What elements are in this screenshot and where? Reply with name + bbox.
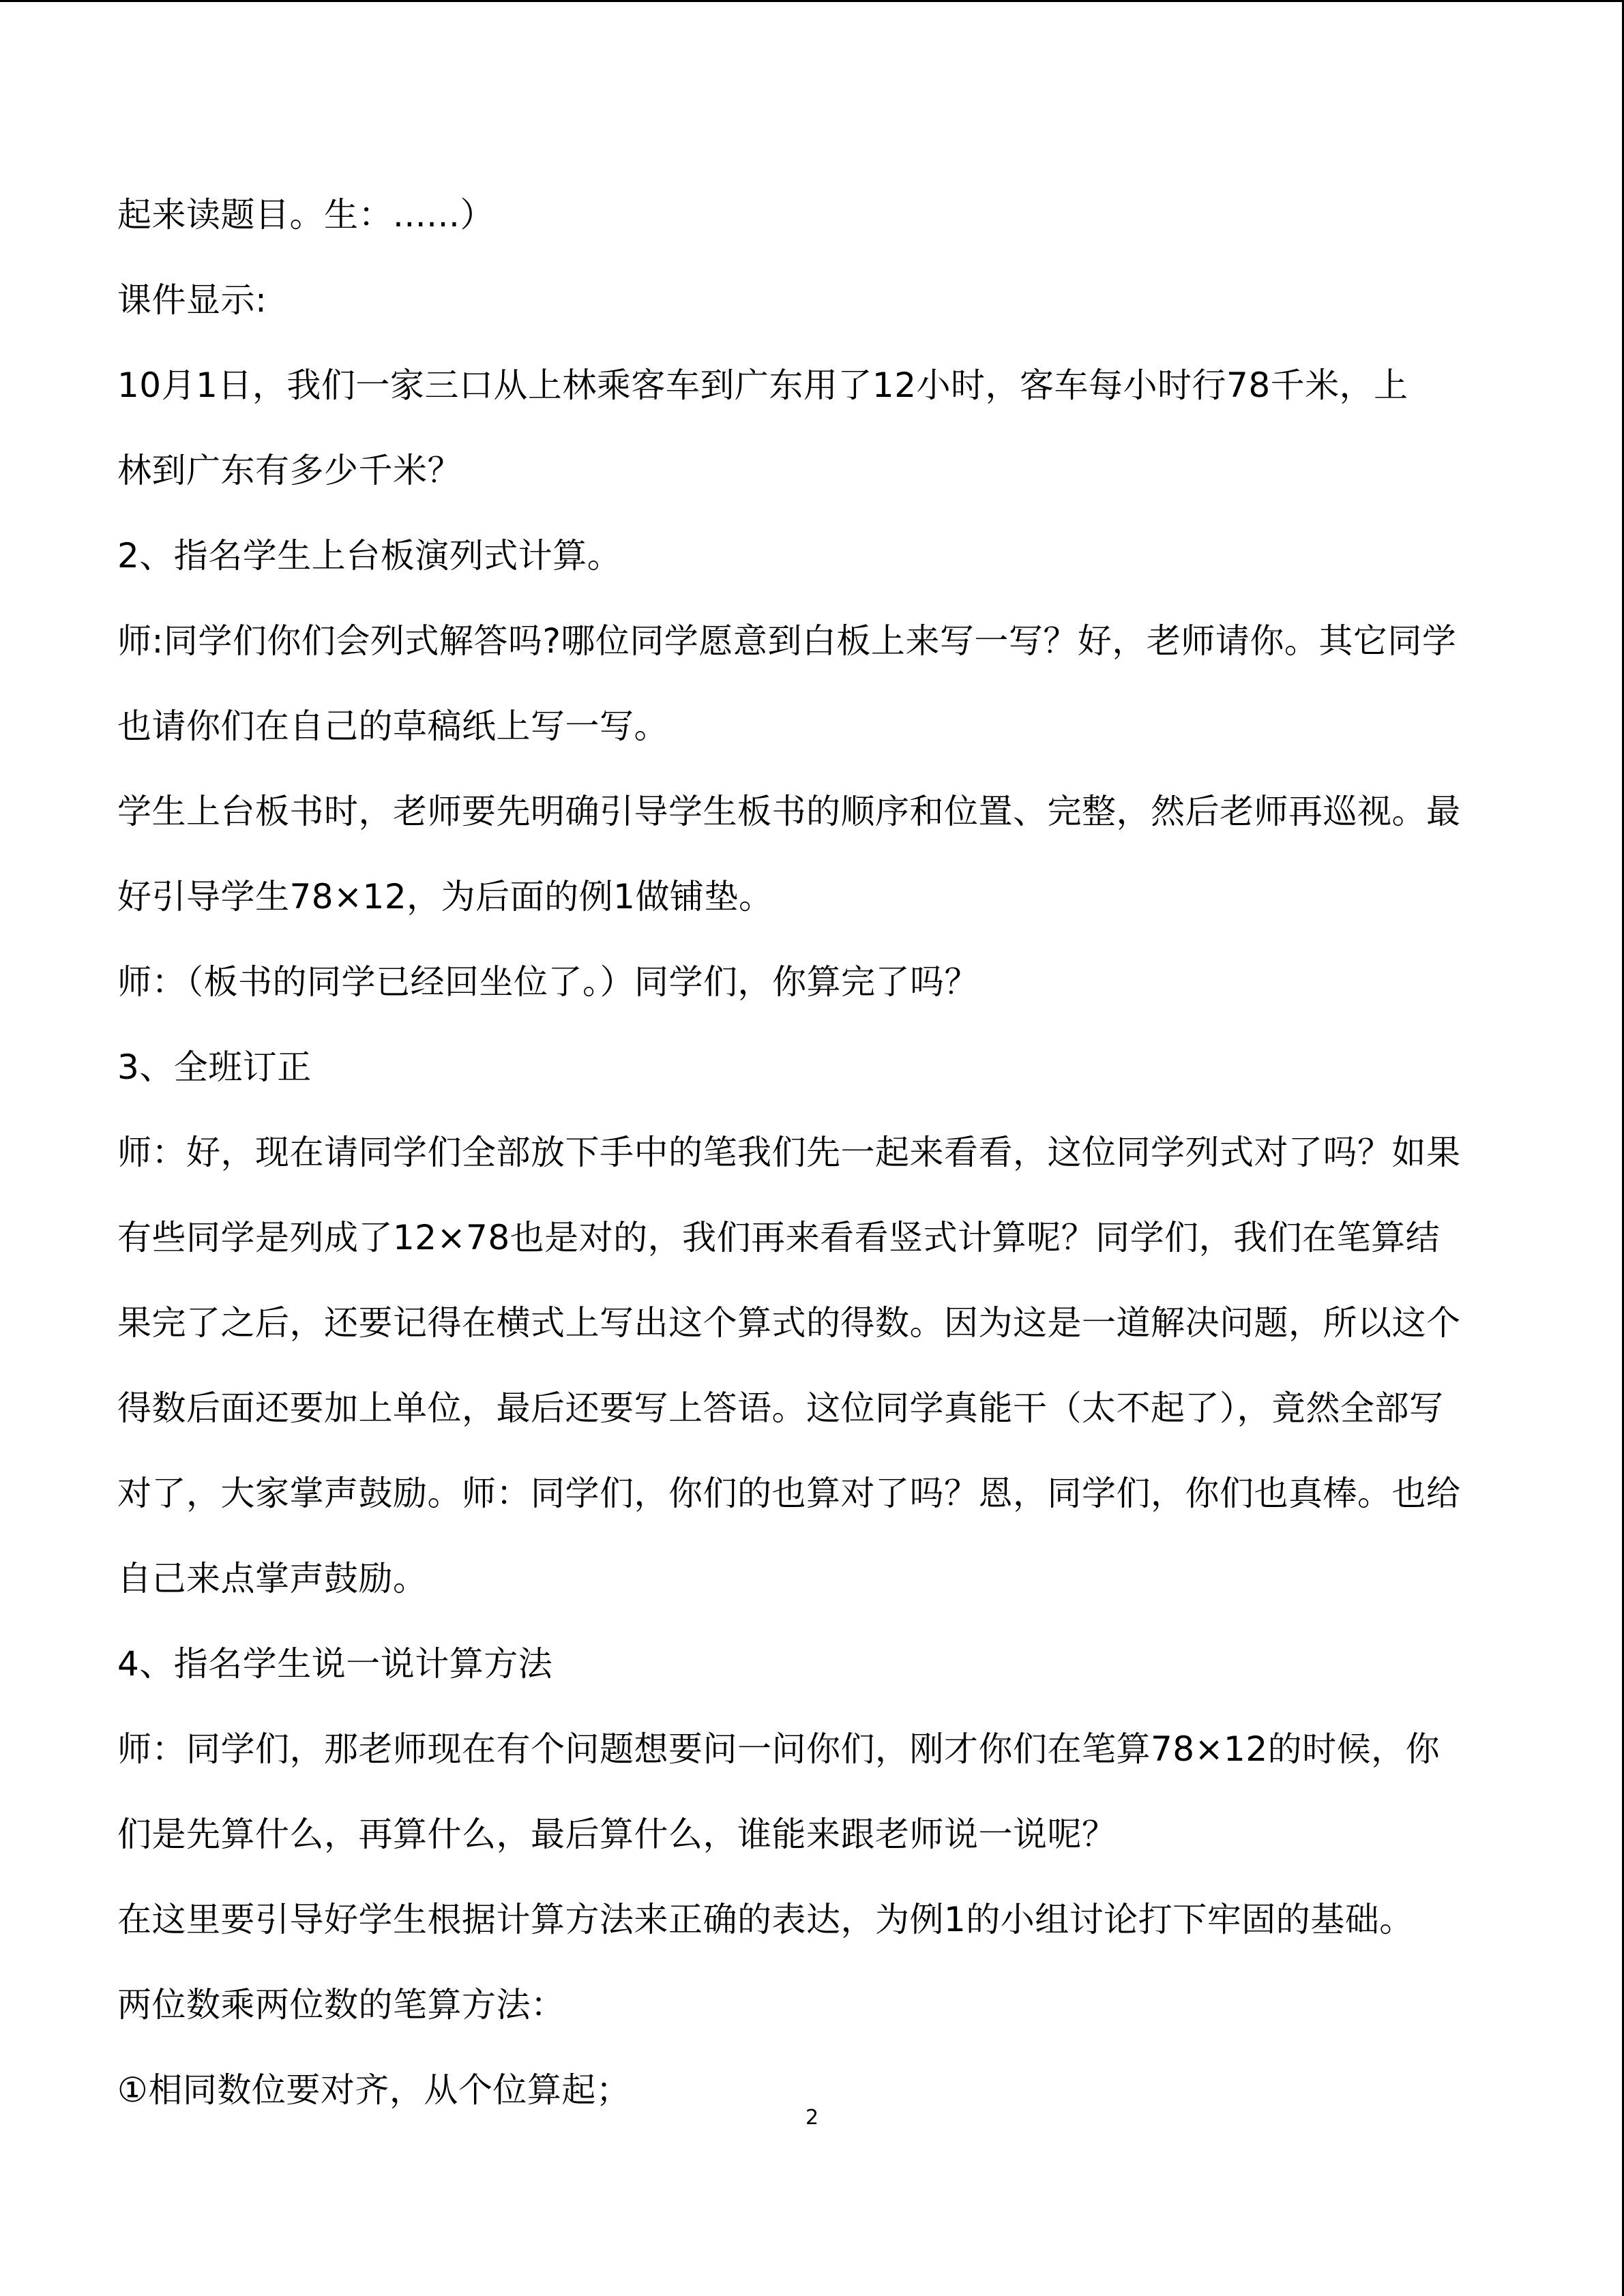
section-heading: 3、全班订正 <box>117 1047 312 1087</box>
text-line: 林到广东有多少千米？ <box>117 451 462 490</box>
text-line: 课件显示: <box>117 280 267 320</box>
document-body <box>117 173 1509 2133</box>
list-item: ①相同数位要对齐，从个位算起； <box>117 2070 631 2110</box>
text-line: 10月1日，我们一家三口从上林乘客车到广东用了12小时，客车每小时行78千米，上 <box>117 366 1408 405</box>
text-line: 也请你们在自己的草稿纸上写一写。 <box>117 706 668 746</box>
text-line: 们是先算什么，再算什么，最后算什么，谁能来跟老师说一说呢？ <box>117 1815 1117 1854</box>
section-heading: 4、指名学生说一说计算方法 <box>117 1644 553 1684</box>
text-line: 师：（板书的同学已经回坐位了。）同学们，你算完了吗？ <box>117 962 979 1002</box>
text-line: 有些同学是列成了12×78也是对的，我们再来看看竖式计算呢？同学们，我们在笔算结 <box>117 1218 1441 1257</box>
text-line: 两位数乘两位数的笔算方法： <box>117 1985 565 2025</box>
text-line: 对了，大家掌声鼓励。师：同学们，你们的也算对了吗？恩，同学们，你们也真棒。也给 <box>117 1474 1461 1513</box>
text-line: 师：同学们，那老师现在有个问题想要问一问你们，刚才你们在笔算78×12的时候，你 <box>117 1729 1441 1769</box>
text-line: 在这里要引导好学生根据计算方法来正确的表达，为例1的小组讨论打下牢固的基础。 <box>117 1900 1414 1939</box>
text-line: 果完了之后，还要记得在横式上写出这个算式的得数。因为这是一道解决问题，所以这个 <box>117 1303 1461 1343</box>
page-number: 2 <box>805 2106 819 2130</box>
text-line: 师：好，现在请同学们全部放下手中的笔我们先一起来看看，这位同学列式对了吗？如果 <box>117 1133 1461 1172</box>
text-line: 师:同学们你们会列式解答吗?哪位同学愿意到白板上来写一写？好，老师请你。其它同学 <box>117 621 1457 661</box>
text-line: 得数后面还要加上单位，最后还要写上答语。这位同学真能干（太不起了），竟然全部写 <box>117 1388 1444 1428</box>
text-line: 学生上台板书时，老师要先明确引导学生板书的顺序和位置、完整，然后老师再巡视。最 <box>117 792 1461 831</box>
text-line: 起来读题目。生：......） <box>117 195 494 235</box>
text-line: 自己来点掌声鼓励。 <box>117 1559 428 1598</box>
text-line: 好引导学生78×12，为后面的例1做铺垫。 <box>117 877 773 916</box>
section-heading: 2、指名学生上台板演列式计算。 <box>117 536 622 576</box>
